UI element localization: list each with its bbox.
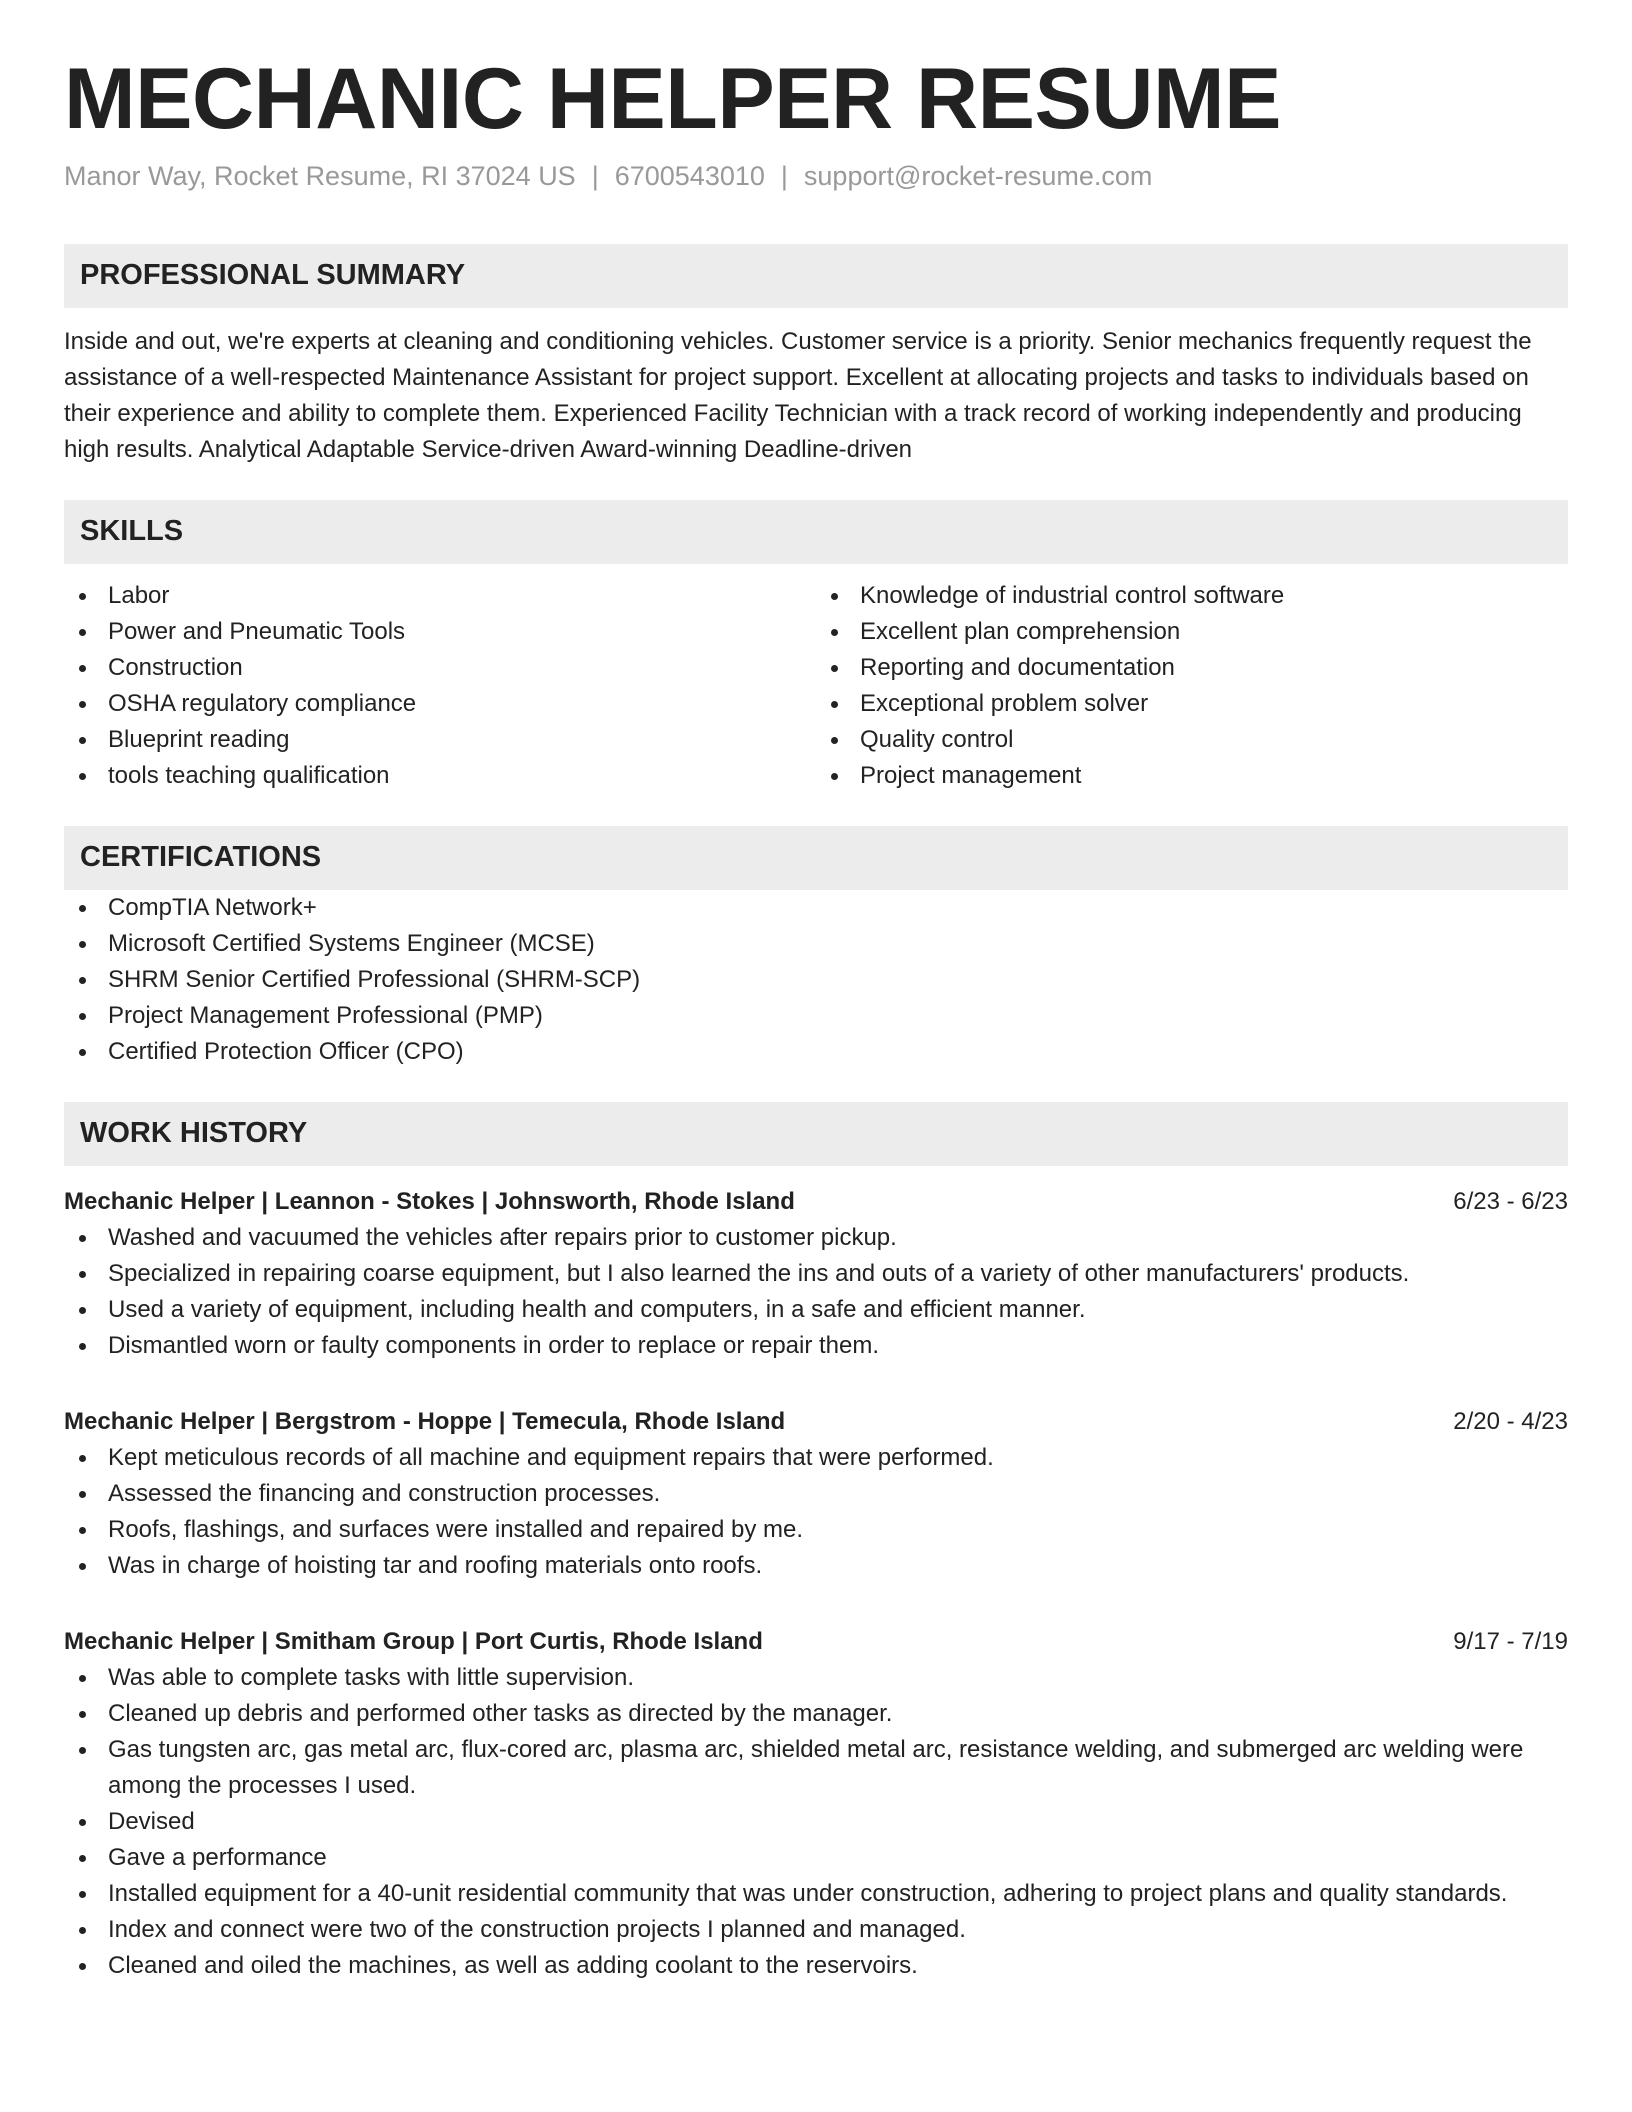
job-duty-item: Assessed the financing and construction processes. xyxy=(64,1476,1568,1512)
job-duty-item: Devised xyxy=(64,1804,1568,1840)
summary-heading: PROFESSIONAL SUMMARY xyxy=(64,244,1568,308)
job-duty-item: Roofs, flashings, and surfaces were installed and repaired by me. xyxy=(64,1512,1568,1548)
contact-separator: | xyxy=(780,160,788,191)
job-dates: 9/17 - 7/19 xyxy=(1453,1627,1568,1655)
skill-item: Construction xyxy=(64,650,816,686)
job-dates: 6/23 - 6/23 xyxy=(1453,1187,1568,1215)
job-title: Mechanic Helper | Bergstrom - Hoppe | Temecula, Rhode Island xyxy=(64,1407,786,1435)
certification-item: CompTIA Network+ xyxy=(64,890,1568,926)
skill-item: Reporting and documentation xyxy=(816,650,1568,686)
job-duty-item: Cleaned up debris and performed other tasks as directed by the manager. xyxy=(64,1696,1568,1732)
job-title: Mechanic Helper | Leannon - Stokes | Johnsworth, Rhode Island xyxy=(64,1187,795,1215)
job-duties-list xyxy=(64,1660,1568,1984)
skill-item: Project management xyxy=(816,758,1568,794)
certifications-list xyxy=(64,890,1568,1070)
job-dates: 2/20 - 4/23 xyxy=(1453,1407,1568,1435)
skill-item: Quality control xyxy=(816,722,1568,758)
job-duty-item: Gave a performance xyxy=(64,1840,1568,1876)
skill-item: Knowledge of industrial control software xyxy=(816,578,1568,614)
job-duty-item: Was able to complete tasks with little supervision. xyxy=(64,1660,1568,1696)
contact-line xyxy=(64,161,1568,192)
certifications-heading: CERTIFICATIONS xyxy=(64,826,1568,890)
job-header xyxy=(64,1624,1568,1660)
skills-list xyxy=(64,578,1568,794)
certification-item: Certified Protection Officer (CPO) xyxy=(64,1034,1568,1070)
job-duties-list xyxy=(64,1440,1568,1584)
skills-column-left xyxy=(64,578,816,794)
job-duty-item: Specialized in repairing coarse equipment, but I also learned the ins and outs of a variety of other manufacturers' products. xyxy=(64,1256,1568,1292)
job-duty-item: Cleaned and oiled the machines, as well as adding coolant to the reservoirs. xyxy=(64,1948,1568,1984)
job-duty-item: Kept meticulous records of all machine and equipment repairs that were performed. xyxy=(64,1440,1568,1476)
job-title: Mechanic Helper | Smitham Group | Port Curtis, Rhode Island xyxy=(64,1627,763,1655)
resume-title: MECHANIC HELPER RESUME xyxy=(64,51,1281,147)
job-duty-item: Was in charge of hoisting tar and roofing materials onto roofs. xyxy=(64,1548,1568,1584)
work-history-heading: WORK HISTORY xyxy=(64,1102,1568,1166)
certification-item: SHRM Senior Certified Professional (SHRM-SCP) xyxy=(64,962,1568,998)
skill-item: Excellent plan comprehension xyxy=(816,614,1568,650)
skills-heading: SKILLS xyxy=(64,500,1568,564)
job-duty-item: Gas tungsten arc, gas metal arc, flux-cored arc, plasma arc, shielded metal arc, resistance welding, and submerged arc welding were among the processes I used. xyxy=(64,1732,1568,1804)
job-duty-item: Index and connect were two of the construction projects I planned and managed. xyxy=(64,1912,1568,1948)
skill-item: Blueprint reading xyxy=(64,722,816,758)
contact-phone: 6700543010 xyxy=(614,160,765,191)
skill-item: Power and Pneumatic Tools xyxy=(64,614,816,650)
job-header xyxy=(64,1404,1568,1440)
job-header xyxy=(64,1184,1568,1220)
skill-item: Labor xyxy=(64,578,816,614)
skill-item: tools teaching qualification xyxy=(64,758,816,794)
job-entry xyxy=(64,1184,1568,1364)
certification-item: Microsoft Certified Systems Engineer (MCSE) xyxy=(64,926,1568,962)
skill-item: OSHA regulatory compliance xyxy=(64,686,816,722)
contact-address: Manor Way, Rocket Resume, RI 37024 US xyxy=(64,160,576,191)
job-duty-item: Dismantled worn or faulty components in order to replace or repair them. xyxy=(64,1328,1568,1364)
job-duty-item: Used a variety of equipment, including health and computers, in a safe and efficient manner. xyxy=(64,1292,1568,1328)
skills-column-right xyxy=(816,578,1568,794)
certification-item: Project Management Professional (PMP) xyxy=(64,998,1568,1034)
contact-separator: | xyxy=(591,160,599,191)
job-duties-list xyxy=(64,1220,1568,1364)
job-duty-item: Washed and vacuumed the vehicles after repairs prior to customer pickup. xyxy=(64,1220,1568,1256)
summary-text: Inside and out, we're experts at cleaning and conditioning vehicles. Customer service is a priority. Senior mechanics frequently request the assistance of a well-respected Maintenance Assistant for project support. Excellent at allocating projects and tasks to individuals based on their experience and ability to complete them. Experienced Facility Technician with a track record of working independently and producing high results. Analytical Adaptable Service-driven Award-winning Deadline-driven xyxy=(64,327,1532,463)
job-duty-item: Installed equipment for a 40-unit residential community that was under construction, adhering to project plans and quality standards. xyxy=(64,1876,1568,1912)
job-entry xyxy=(64,1404,1568,1584)
contact-email: support@rocket-resume.com xyxy=(803,160,1153,191)
job-entry xyxy=(64,1624,1568,1984)
skill-item: Exceptional problem solver xyxy=(816,686,1568,722)
